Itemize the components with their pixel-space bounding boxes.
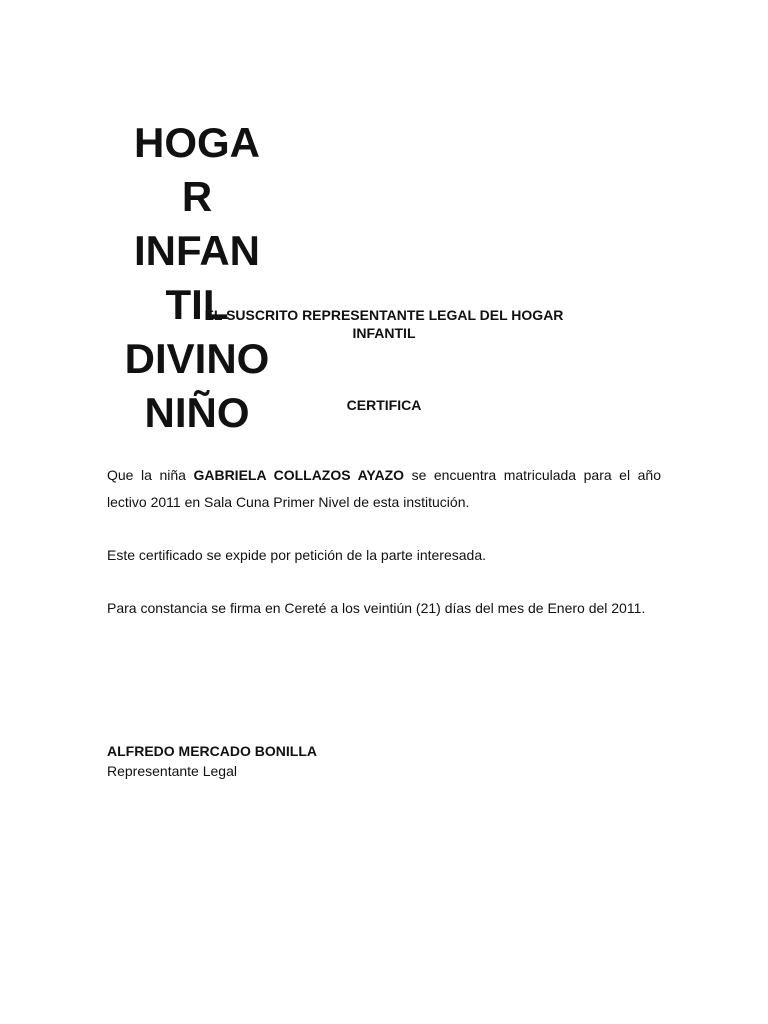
paragraph-suffix: se encuentra matriculada para el año lectivo 2011 en Sala Cuna Primer Nivel de esta institución. <box>107 467 661 510</box>
enrollment-paragraph <box>107 462 661 516</box>
logo-line: INFAN <box>134 227 260 274</box>
logo-line: HOGA <box>134 119 260 166</box>
logo-line: TIL <box>165 281 229 328</box>
logo-line: NIÑO <box>144 389 250 436</box>
certifica-heading: CERTIFICA <box>346 397 422 413</box>
paragraph-prefix: Que la niña <box>107 467 194 483</box>
signatory-name: ALFREDO MERCADO BONILLA <box>107 743 317 759</box>
document-header-line-2: INFANTIL <box>352 325 416 341</box>
institution-logo-title <box>118 116 276 440</box>
logo-line: R <box>181 173 213 220</box>
logo-line: DIVINO <box>124 335 270 382</box>
signing-paragraph: Para constancia se firma en Cereté a los veintiún (21) días del mes de Enero del 2011. <box>107 600 646 616</box>
issuance-paragraph: Este certificado se expide por petición de la parte interesada. <box>107 547 487 563</box>
student-name: GABRIELA COLLAZOS AYAZO <box>193 467 405 483</box>
signatory-role: Representante Legal <box>107 763 237 779</box>
document-header-line-1: EL SUSCRITO REPRESENTANTE LEGAL DEL HOGAR <box>204 307 564 323</box>
